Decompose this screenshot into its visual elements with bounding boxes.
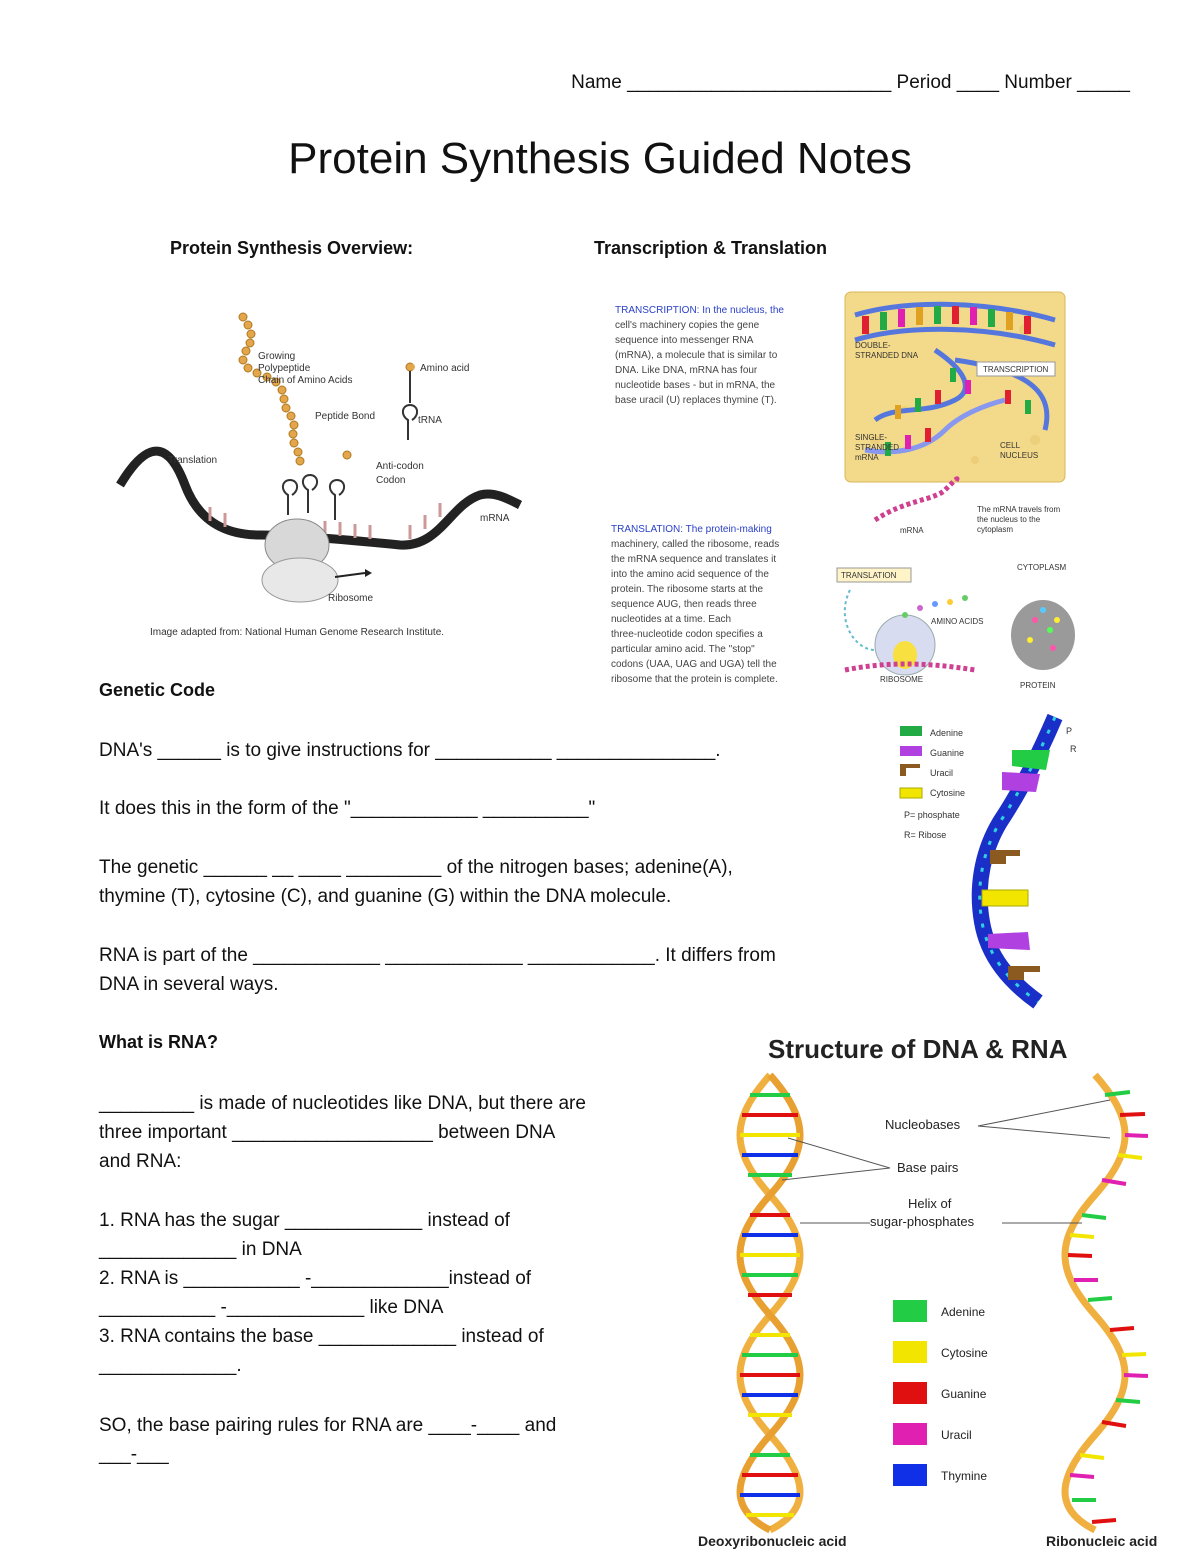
svg-text:ribosome that the protein is c: ribosome that the protein is complete. (611, 674, 778, 685)
label-peptide-bond: Peptide Bond (315, 411, 376, 422)
legend-adenine: Adenine (930, 728, 964, 738)
rna-line-1: _________ is made of nucleotides like DNA, but there are (99, 1093, 586, 1114)
label-cell: CELL (1000, 441, 1021, 450)
rna-item-2a: 2. RNA is ___________ -_____________instead of (99, 1268, 532, 1289)
genetic-code-heading: Genetic Code (99, 680, 216, 700)
label-chain: Chain of Amino Acids (258, 375, 353, 386)
label-transcription-tag: TRANSCRIPTION (983, 365, 1049, 374)
genetic-code-line-1: DNA's ______ is to give instructions for ___________ _______________. (99, 740, 721, 761)
legend-label-adenine: Adenine (941, 1305, 986, 1319)
ribosome-small-subunit (262, 558, 338, 602)
overview-heading: Protein Synthesis Overview: (170, 238, 414, 258)
dna-double-helix (740, 1075, 800, 1530)
genetic-code-line-3a: The genetic ______ __ ____ _________ of the nitrogen bases; adenine(A), (99, 857, 733, 878)
legend-p: P (1066, 726, 1073, 736)
svg-text:codons (UAA, UAG and UGA) tell: codons (UAA, UAG and UGA) tell the (611, 659, 777, 670)
label-mrna-travel: mRNA (900, 526, 924, 535)
label-travels-2: the nucleus to the (977, 515, 1041, 524)
rna-item-3a: 3. RNA contains the base _____________ instead of (99, 1326, 544, 1347)
label-mrna: mRNA (480, 513, 510, 524)
legend-guanine: Guanine (930, 748, 965, 758)
label-double: DOUBLE- (855, 341, 891, 350)
svg-text:sequence into messenger RNA: sequence into messenger RNA (615, 335, 754, 346)
image-credit: Image adapted from: National Human Genome Research Institute. (150, 627, 445, 638)
legend-label-thymine: Thymine (941, 1469, 988, 1483)
label-nucleobases: Nucleobases (885, 1117, 961, 1132)
legend-label-uracil: Uracil (941, 1428, 972, 1442)
legend-swatch-guanine (893, 1382, 927, 1404)
svg-text:sequence AUG, then reads three: sequence AUG, then reads three (611, 599, 757, 610)
svg-text:TRANSCRIPTION: In the nucleus,: TRANSCRIPTION: In the nucleus, the (615, 305, 784, 316)
legend-r: R (1070, 744, 1077, 754)
legend-cytosine: Cytosine (930, 788, 966, 798)
rna-item-3b: _____________. (99, 1355, 242, 1376)
svg-text:base uracil (U) replaces thymi: base uracil (U) replaces thymine (T). (615, 395, 777, 406)
label-translation-tag: TRANSLATION (841, 571, 897, 580)
label-base-pairs: Base pairs (897, 1160, 959, 1175)
rna-strand-figure (890, 712, 1090, 1012)
translation-text (611, 524, 779, 685)
label-ribosome: Ribosome (328, 593, 374, 604)
label-anticodon: Anti-codon (376, 461, 424, 472)
label-stranded-dna: STRANDED DNA (855, 351, 919, 360)
what-is-rna-heading: What is RNA? (99, 1032, 218, 1052)
label-travels-1: The mRNA travels from (977, 505, 1061, 514)
legend-phosphate: P= phosphate (904, 810, 960, 820)
dna-rna-structure-figure (690, 1030, 1180, 1550)
svg-text:DNA. Like DNA, mRNA has four: DNA. Like DNA, mRNA has four (615, 365, 758, 376)
genetic-code-line-4a: RNA is part of the ____________ _____________ ____________. It differs from (99, 945, 776, 966)
svg-text:into the amino acid sequence o: into the amino acid sequence of the (611, 569, 769, 580)
legend-swatch-uracil (893, 1423, 927, 1445)
svg-text:nucleotide bases - but in mRNA: nucleotide bases - but in mRNA, the (615, 380, 776, 391)
rna-line-2: three important ___________________ between DNA (99, 1122, 556, 1143)
label-protein: PROTEIN (1020, 681, 1056, 690)
base-pairing-line-1: SO, the base pairing rules for RNA are ____-____ and (99, 1415, 557, 1436)
legend-uracil: Uracil (930, 768, 954, 778)
label-travels-3: cytoplasm (977, 525, 1014, 534)
legend-ribose: R= Ribose (904, 830, 947, 840)
svg-text:protein. The ribosome starts a: protein. The ribosome starts at the (611, 584, 764, 595)
transcription-translation-figure (605, 290, 1085, 690)
label-helix-of: Helix of (908, 1196, 952, 1211)
svg-text:nucleotides at a time. Each: nucleotides at a time. Each (611, 614, 732, 625)
svg-text:TRANSLATION: The protein-makin: TRANSLATION: The protein-making (611, 524, 772, 535)
label-mrna-nucleus: mRNA (855, 453, 879, 462)
genetic-code-line-3b: thymine (T), cytosine (C), and guanine (G) within the DNA molecule. (99, 886, 672, 907)
protein-synthesis-overview-figure (110, 295, 530, 655)
legend-swatch-thymine (893, 1464, 927, 1486)
polypeptide-chain (239, 313, 304, 465)
svg-text:particular amino acid. The "st: particular amino acid. The "stop" (611, 644, 755, 655)
base-pairing-line-2: ___-___ (99, 1444, 169, 1465)
rna-single-strand (1065, 1075, 1148, 1530)
structure-title: Structure of DNA & RNA (768, 1034, 1068, 1064)
label-polypeptide: Polypeptide (258, 363, 311, 374)
name-period-number-line: Name _________________________ Period ____ Number _____ (571, 72, 1130, 93)
structure-legend (893, 1300, 988, 1486)
label-trna: tRNA (418, 415, 442, 426)
rna-item-2b: ___________ -_____________ like DNA (99, 1297, 444, 1318)
label-translation: Translation (168, 455, 218, 466)
label-amino-acids: AMINO ACIDS (931, 617, 984, 626)
genetic-code-line-4b: DNA in several ways. (99, 974, 279, 995)
label-nucleus: NUCLEUS (1000, 451, 1039, 460)
label-single: SINGLE- (855, 433, 888, 442)
label-sugar-phosphates: sugar-phosphates (870, 1214, 975, 1229)
svg-text:the mRNA sequence and translat: the mRNA sequence and translates it (611, 554, 777, 565)
svg-text:three-nucleotide codon specifi: three-nucleotide codon specifies a (611, 629, 763, 640)
transcription-text (615, 305, 784, 406)
label-stranded: STRANDED (855, 443, 900, 452)
label-codon: Codon (376, 475, 406, 486)
legend-label-guanine: Guanine (941, 1387, 987, 1401)
legend-swatch-adenine (893, 1300, 927, 1322)
genetic-code-line-2: It does this in the form of the "____________ __________" (99, 798, 596, 819)
rna-item-1a: 1. RNA has the sugar _____________ instead of (99, 1210, 510, 1231)
legend-swatch-cytosine (893, 1341, 927, 1363)
label-amino-acid: Amino acid (420, 363, 470, 374)
label-ribosome-tt: RIBOSOME (880, 675, 924, 684)
svg-text:machinery, called the ribosome: machinery, called the ribosome, reads (611, 539, 780, 550)
caption-dna: Deoxyribonucleic acid (698, 1533, 847, 1549)
transcription-translation-heading: Transcription & Translation (594, 238, 828, 258)
rna-item-1b: _____________ in DNA (99, 1239, 302, 1260)
caption-rna: Ribonucleic acid (1046, 1533, 1158, 1549)
page-title: Protein Synthesis Guided Notes (288, 134, 912, 183)
legend-label-cytosine: Cytosine (941, 1346, 988, 1360)
label-growing: Growing (258, 351, 296, 362)
svg-text:cell's machinery copies the ge: cell's machinery copies the gene (615, 320, 760, 331)
svg-text:(mRNA), a molecule that is sim: (mRNA), a molecule that is similar to (615, 350, 778, 361)
label-cytoplasm: CYTOPLASM (1017, 563, 1067, 572)
rna-line-3: and RNA: (99, 1151, 182, 1172)
